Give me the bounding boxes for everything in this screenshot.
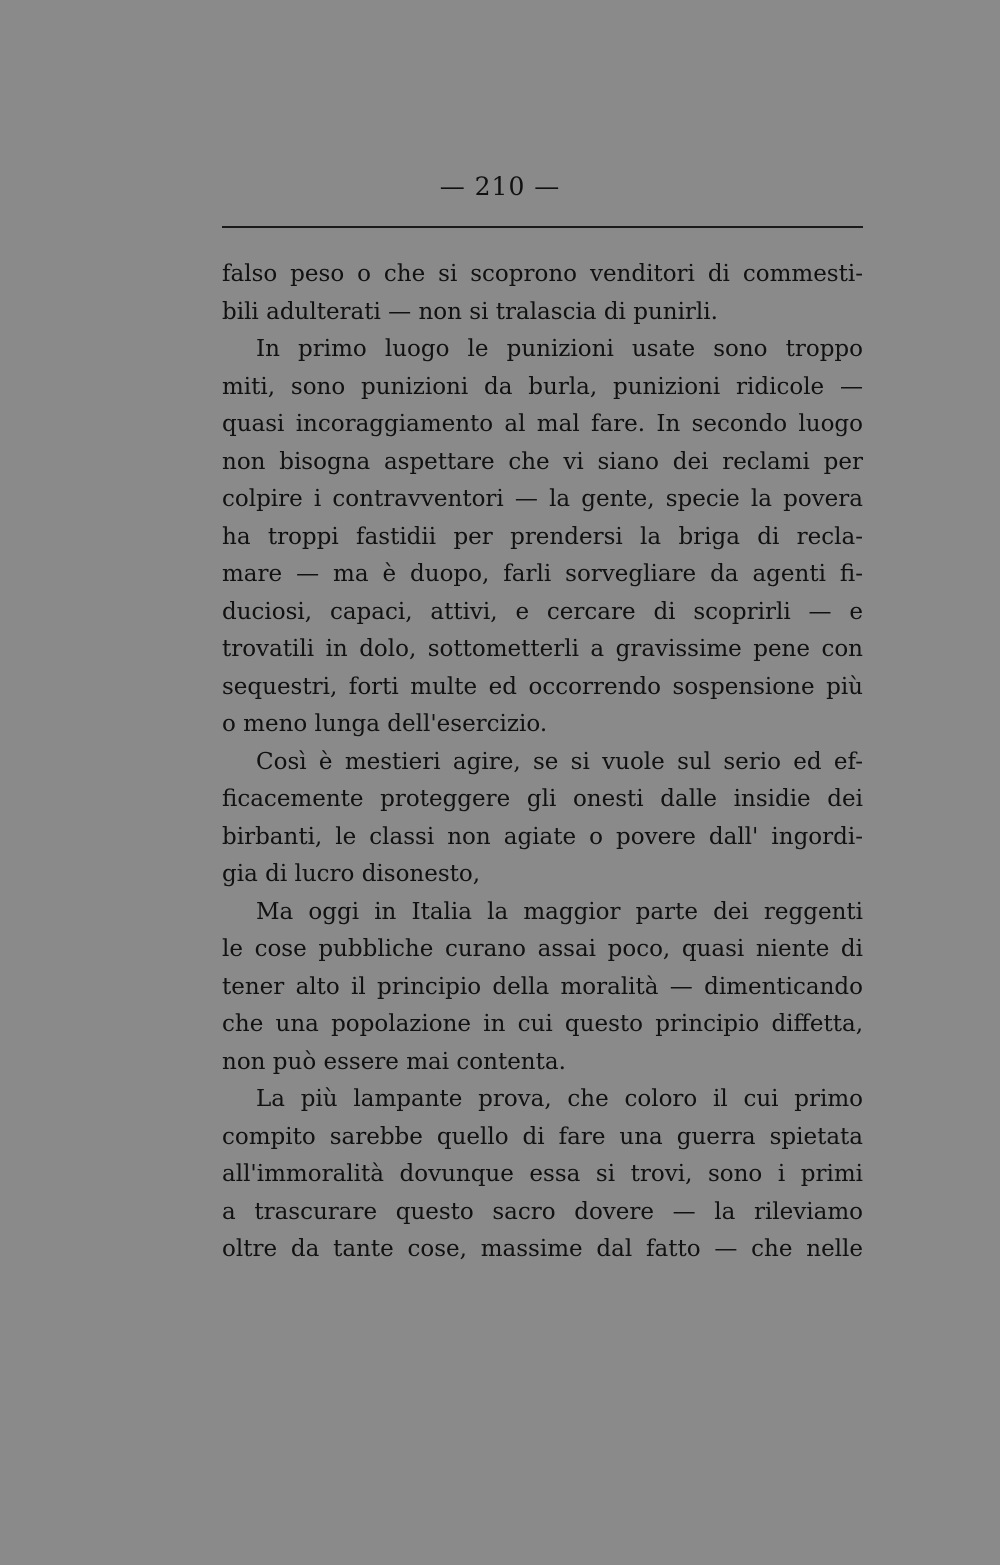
text-line: tener alto il principio della moralità — dimenticando (222, 973, 863, 1000)
text-line: duciosi, capaci, attivi, e cercare di scoprirli — e (222, 598, 863, 625)
text-line: che una popolazione in cui questo principio diffetta, (222, 1011, 863, 1037)
text-line: non può essere mai contenta. (222, 1048, 566, 1075)
text-line: mare — ma è duopo, farli sorvegliare da agenti fi- (222, 561, 863, 587)
text-line: In primo luogo le punizioni usate sono troppo (256, 336, 863, 362)
text-line: compito sarebbe quello di fare una guerra spietata (222, 1123, 863, 1150)
text-line: quasi incoraggiamento al mal fare. In secondo luogo (222, 411, 863, 437)
text-line: Ma oggi in Italia la maggior parte dei reggenti (256, 898, 863, 925)
text-line: La più lampante prova, che coloro il cui primo (256, 1086, 863, 1112)
text-line: ha troppi fastidii per prendersi la briga di recla- (222, 523, 863, 550)
text-line: birbanti, le classi non agiate o povere dall' ingordi- (222, 823, 863, 850)
text-line: sequestri, forti multe ed occorrendo sospensione più (222, 673, 863, 700)
text-line: oltre da tante cose, massime dal fatto — che nelle (222, 1236, 863, 1262)
text-line: a trascurare questo sacro dovere — la rileviamo (222, 1198, 863, 1225)
text-line: o meno lunga dell'esercizio. (222, 711, 548, 737)
body-text (222, 256, 863, 1269)
text-line: le cose pubbliche curano assai poco, quasi niente di (222, 936, 863, 962)
page-number: — 210 — (439, 172, 561, 201)
text-line: bili adulterati — non si tralascia di punirli. (222, 298, 718, 325)
text-line: ficacemente proteggere gli onesti dalle insidie dei (222, 786, 863, 812)
text-line: all'immoralità dovunque essa si trovi, sono i primi (222, 1161, 863, 1187)
text-line: colpire i contravventori — la gente, specie la povera (222, 486, 863, 512)
text-line: falso peso o che si scoprono venditori di commesti- (222, 261, 863, 287)
text-line: Così è mestieri agire, se si vuole sul serio ed ef- (256, 748, 863, 775)
text-line: trovatili in dolo, sottometterli a gravissime pene con (222, 636, 863, 662)
header-rule (222, 226, 863, 228)
text-line: gia di lucro disonesto, (222, 861, 481, 887)
text-line: miti, sono punizioni da burla, punizioni ridicole — (222, 373, 863, 400)
text-line: non bisogna aspettare che vi siano dei reclami per (222, 448, 863, 475)
